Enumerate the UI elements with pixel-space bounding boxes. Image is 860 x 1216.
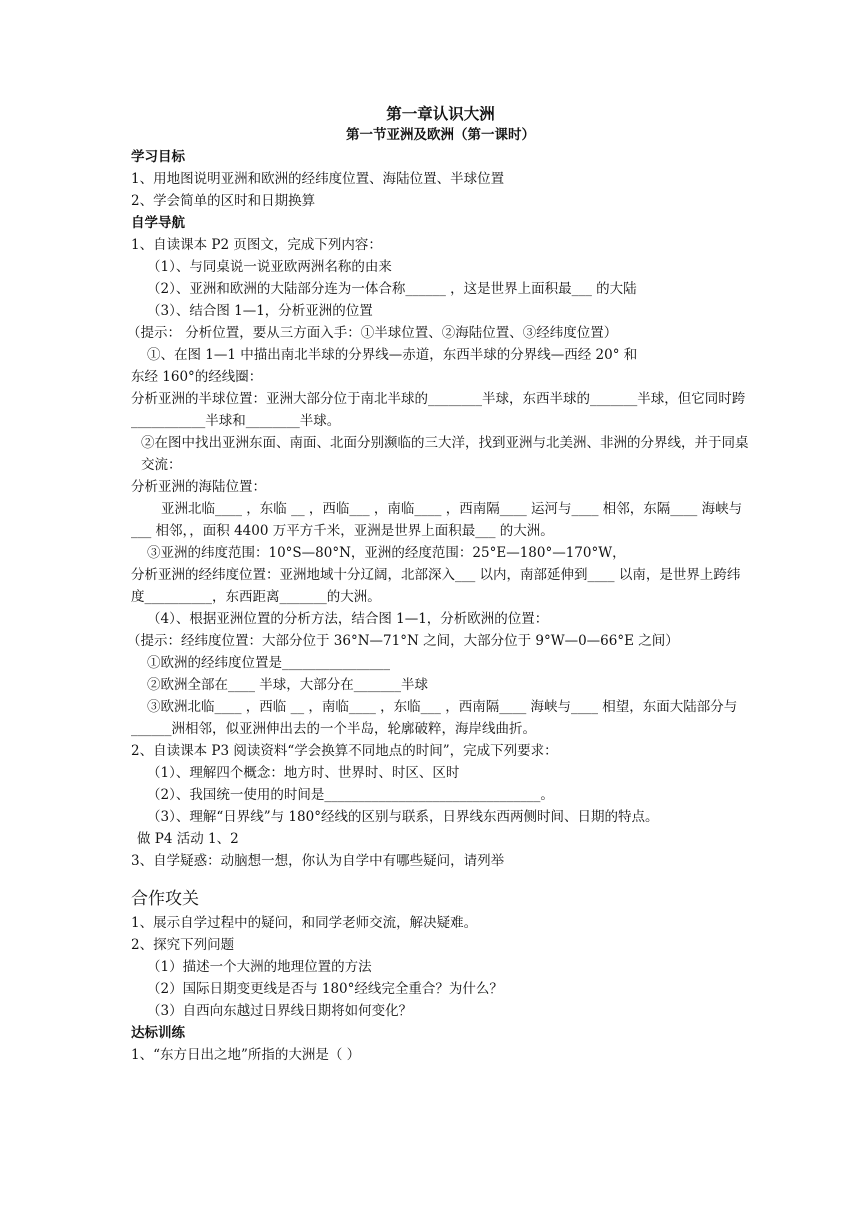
guide-line: ②欧洲全部在____ 半球，大部分在_______半球 [147, 677, 429, 693]
guide-line: 1、自读课本 P2 页图文，完成下列内容： [131, 237, 382, 253]
guide-line: （4）、根据亚洲位置的分析方法，结合图 1—1，分析欧洲的位置： [147, 611, 549, 627]
guide-line: 2、自读课本 P3 阅读资料“学会换算不同地点的时间”，完成下列要求： [131, 743, 558, 759]
guide-line: 做 P4 活动 1、2 [137, 831, 239, 847]
guide-line: 分析亚洲的海陆位置： [131, 479, 266, 495]
guide-line: ③亚洲的纬度范围：10°S—80°N，亚洲的经度范围：25°E—180°—170°W， [147, 545, 626, 561]
guide-paragraph: ③欧洲北临____ ，西临 __ ，南临____ ，东临___ ，西南隔____ 海峡与____ 相望，东面大陆部分与______洲相邻，似亚洲伸出去的一个半岛，轮廓破粹，海岸线曲折。 [131, 699, 738, 737]
heading-practice: 达标训练 [131, 1025, 185, 1041]
practice-question: 1、“东方日出之地”所指的大洲是（ ） [131, 1047, 361, 1063]
heading-learning-goals: 学习目标 [131, 149, 185, 165]
heading-self-study: 自学导航 [131, 215, 185, 231]
guide-line: （2）、我国统一使用的时间是________________________________。 [147, 787, 554, 803]
coop-line: （1）描述一个大洲的地理位置的方法 [147, 959, 372, 975]
guide-line: （3）、理解“日界线”与 180°经线的区别与联系，日界线东西两侧时间、日期的特点。 [147, 809, 659, 825]
guide-paragraph: ②在图中找出亚洲东面、南面、北面分别濒临的三大洋，找到亚洲与北美洲、非洲的分界线，并于同桌交流： [141, 435, 749, 473]
coop-line: 2、探究下列问题 [131, 937, 235, 953]
goal-1: 1、用地图说明亚洲和欧洲的经纬度位置、海陆位置、半球位置 [131, 171, 505, 187]
guide-line: ①、在图 1—1 中描出南北半球的分界线—赤道，东西半球的分界线—西经 20° 和 [147, 347, 638, 363]
guide-line: （3）、结合图 1—1，分析亚洲的位置 [147, 303, 373, 319]
coop-line: （3）自西向东越过日界线日期将如何变化？ [147, 1003, 413, 1019]
guide-line: 3、自学疑惑：动脑想一想，你认为自学中有哪些疑问，请列举 [131, 853, 505, 869]
guide-hint: （提示： 分析位置，要从三方面入手：①半球位置、②海陆位置、③经纬度位置） [127, 325, 618, 341]
guide-line: （1）、理解四个概念：地方时、世界时、时区、区时 [147, 765, 460, 781]
section-subtitle: 第一节亚洲及欧洲（第一课时） [346, 127, 535, 143]
goal-2: 2、学会简单的区时和日期换算 [131, 193, 316, 209]
guide-line: 东经 160°的经线圈： [131, 369, 263, 385]
guide-paragraph: 分析亚洲的经纬度位置：亚洲地域十分辽阔，北部深入___ 以内，南部延伸到____ 以南，是世界上跨纬度__________，东西距离_______的大洲。 [131, 567, 741, 605]
heading-cooperation: 合作攻关 [131, 889, 199, 909]
coop-line: （2）国际日期变更线是否与 180°经线完全重合？为什么？ [147, 981, 503, 997]
guide-paragraph: 亚洲北临____ ，东临 __ ，西临___ ，南临____ ，西南隔____ 运河与____ 相邻，东隔____ 海峡与___ 相邻，，面积 4400 万平方千米，亚洲是世界上面积最___ 的大洲。 [131, 501, 743, 539]
guide-hint: （提示：经纬度位置：大部分位于 36°N—71°N 之间，大部分位于 9°W—0—66°E 之间） [127, 633, 679, 649]
guide-paragraph: 分析亚洲的半球位置：亚洲大部分位于南北半球的________半球，东西半球的_______半球，但它同时跨___________半球和________半球。 [131, 391, 746, 429]
guide-line: （1）、与同桌说一说亚欧两洲名称的由来 [147, 259, 392, 275]
guide-line: （2）、亚洲和欧洲的大陆部分连为一体合称______ ，这是世界上面积最___ 的大陆 [147, 281, 637, 297]
guide-line: ①欧洲的经纬度位置是________________ [147, 655, 390, 671]
chapter-title: 第一章认识大洲 [386, 104, 495, 123]
coop-line: 1、展示自学过程中的疑问，和同学老师交流，解决疑难。 [131, 915, 478, 931]
